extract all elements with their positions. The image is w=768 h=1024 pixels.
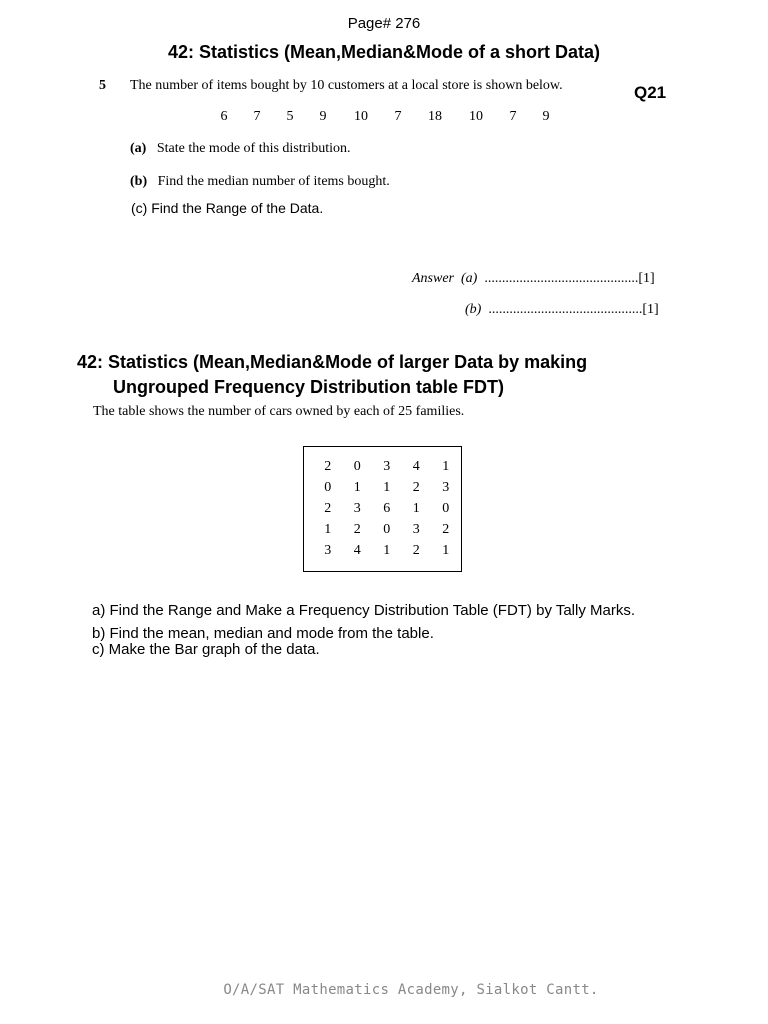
answer-a-mark: [1] — [638, 271, 655, 286]
table-cell: 1 — [442, 459, 450, 475]
answer-a-dots: ............................................ — [484, 271, 639, 286]
table-cell: 4 — [353, 542, 361, 558]
part-a-letter: (a) — [130, 141, 147, 156]
table-cell: 3 — [353, 500, 361, 516]
table-cell: 0 — [353, 459, 361, 475]
data-value: 10 — [469, 109, 483, 124]
table-cell: 2 — [353, 521, 361, 537]
answer-b-dots: ............................................ — [488, 302, 643, 317]
table-cell: 6 — [383, 500, 391, 516]
data-value: 5 — [286, 109, 294, 124]
part-b-letter: (b) — [130, 174, 148, 189]
table-row — [313, 540, 461, 561]
answer-a-letter: (a) — [461, 271, 478, 286]
section2-title-line1: 42: Statistics (Mean,Median&Mode of larger Data by making — [77, 352, 588, 372]
table-row — [313, 499, 461, 520]
table-row — [313, 519, 461, 540]
part-b — [130, 174, 390, 190]
task-a: a) Find the Range and Make a Frequency Distribution Table (FDT) by Tally Marks. — [92, 602, 636, 619]
data-value: 7 — [394, 109, 402, 124]
table-cell: 1 — [383, 542, 391, 558]
table-cell: 1 — [442, 542, 450, 558]
table-cell: 3 — [383, 459, 391, 475]
table-cell: 0 — [324, 480, 332, 496]
data-value: 10 — [354, 109, 368, 124]
table-cell: 4 — [412, 459, 420, 475]
table-cell: 0 — [383, 521, 391, 537]
data-value: 6 — [220, 109, 228, 124]
answer-word: Answer — [412, 271, 454, 286]
table-row — [313, 457, 461, 478]
section1-title: 42: Statistics (Mean,Median&Mode of a short Data) — [167, 42, 601, 62]
data-value: 7 — [253, 109, 261, 124]
page-footer: O/A/SAT Mathematics Academy, Sialkot Cantt. — [223, 982, 599, 998]
table-row — [313, 478, 461, 499]
table-cell: 1 — [412, 500, 420, 516]
task-c: c) Make the Bar graph of the data. — [92, 641, 320, 658]
data-value: 7 — [509, 109, 517, 124]
data-value: 9 — [542, 109, 550, 124]
table-cell: 2 — [412, 542, 420, 558]
page-number: Page# 276 — [347, 15, 421, 32]
question-number: 5 — [99, 78, 106, 93]
question-label: Q21 — [634, 83, 667, 102]
data-value: 9 — [319, 109, 327, 124]
part-c: (c) Find the Range of the Data. — [131, 200, 324, 216]
question-text: The number of items bought by 10 customers at a local store is shown below. — [130, 78, 563, 93]
table-cell: 1 — [324, 521, 332, 537]
table-cell: 2 — [324, 459, 332, 475]
table-cell: 1 — [383, 480, 391, 496]
data-values-row — [209, 109, 559, 127]
data-value: 18 — [428, 109, 442, 124]
part-a — [130, 141, 350, 157]
table-cell: 2 — [442, 521, 450, 537]
cars-data-table — [303, 446, 462, 572]
table-cell: 2 — [324, 500, 332, 516]
task-b: b) Find the mean, median and mode from the table. — [92, 625, 434, 642]
answer-line-b — [465, 302, 659, 318]
table-cell: 2 — [412, 480, 420, 496]
section2-intro: The table shows the number of cars owned by each of 25 families. — [93, 404, 465, 419]
cars-table-grid — [313, 457, 461, 561]
answer-line-a — [412, 271, 655, 287]
table-cell: 3 — [324, 542, 332, 558]
answer-b-mark: [1] — [642, 302, 659, 317]
answer-b-letter: (b) — [465, 302, 482, 317]
table-cell: 1 — [353, 480, 361, 496]
table-cell: 3 — [412, 521, 420, 537]
table-cell: 0 — [442, 500, 450, 516]
section2-title-line2: Ungrouped Frequency Distribution table FDT) — [113, 377, 504, 397]
table-cell: 3 — [442, 480, 450, 496]
part-b-text: Find the median number of items bought. — [157, 174, 390, 189]
part-a-text: State the mode of this distribution. — [156, 141, 351, 156]
